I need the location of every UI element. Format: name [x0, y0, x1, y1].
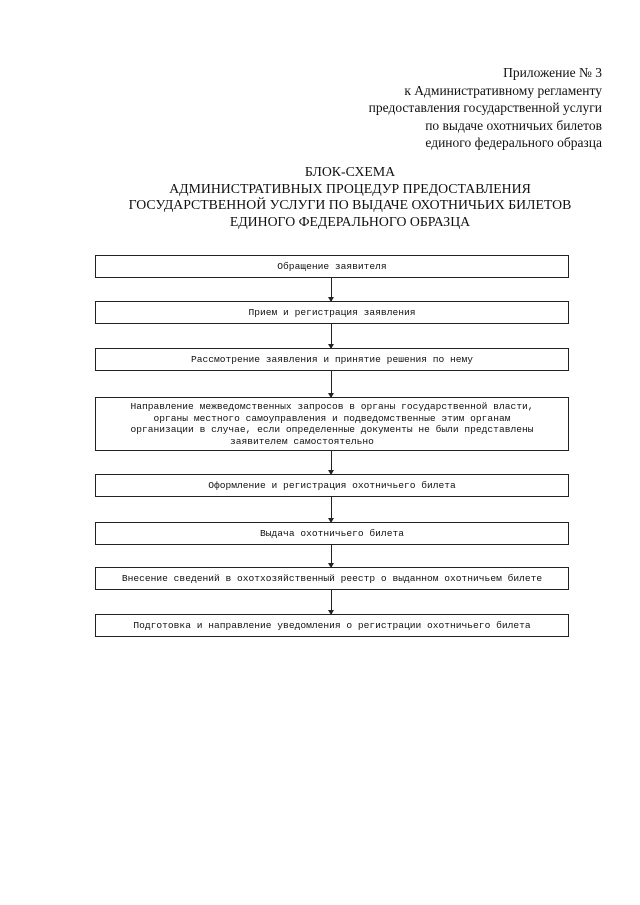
flow-arrow: [331, 590, 332, 614]
step-label: Подготовка и направление уведомления о регистрации охотничьего билета: [133, 620, 531, 631]
step-label-line: заявителем самостоятельно: [230, 435, 374, 447]
step-label: Внесение сведений в охотхозяйственный реестр о выданном охотничьем билете: [121, 573, 543, 584]
step-box-2: [95, 301, 569, 324]
step-label-line: органы местного самоуправления и подведомственные этим органам: [153, 412, 511, 424]
step-label: Рассмотрение заявления и принятие решения по нему: [190, 354, 474, 365]
document-title: [60, 164, 640, 230]
appendix-line: по выдаче охотничьих билетов: [425, 117, 602, 133]
flow-arrow: [331, 371, 332, 397]
title-line: АДМИНИСТРАТИВНЫХ ПРОЦЕДУР ПРЕДОСТАВЛЕНИЯ: [169, 180, 531, 196]
step-label: Обращение заявителя: [277, 261, 387, 272]
flow-arrow: [331, 278, 332, 301]
step-label: Выдача охотничьего билета: [260, 528, 404, 539]
step-box-3: [95, 348, 569, 371]
appendix-line: к Административному регламенту: [404, 82, 602, 98]
step-box-6: [95, 522, 569, 545]
step-label: Прием и регистрация заявления: [248, 307, 416, 318]
flow-arrow: [331, 497, 332, 522]
step-label-line: организации в случае, если определенные документы не были представлены: [130, 424, 534, 435]
appendix-header: [272, 64, 602, 152]
appendix-line: Приложение № 3: [503, 65, 602, 80]
flow-arrow: [331, 545, 332, 567]
appendix-line: единого федерального образца: [425, 135, 602, 151]
step-box-8: [95, 614, 569, 637]
step-box-7: [95, 567, 569, 590]
step-label: Оформление и регистрация охотничьего билета: [208, 480, 456, 491]
step-label-line: Направление межведомственных запросов в органы государственной власти,: [130, 401, 534, 412]
title-line: БЛОК-СХЕМА: [304, 164, 396, 179]
flow-arrow: [331, 451, 332, 474]
step-box-4: [95, 397, 569, 451]
title-line: ЕДИНОГО ФЕДЕРАЛЬНОГО ОБРАЗЦА: [229, 213, 471, 229]
step-box-5: [95, 474, 569, 497]
appendix-line: предоставления государственной услуги: [368, 100, 602, 116]
title-line: ГОСУДАРСТВЕННОЙ УСЛУГИ ПО ВЫДАЧЕ ОХОТНИЧЬИХ БИЛЕТОВ: [128, 197, 572, 212]
flow-arrow: [331, 324, 332, 348]
step-box-1: [95, 255, 569, 278]
